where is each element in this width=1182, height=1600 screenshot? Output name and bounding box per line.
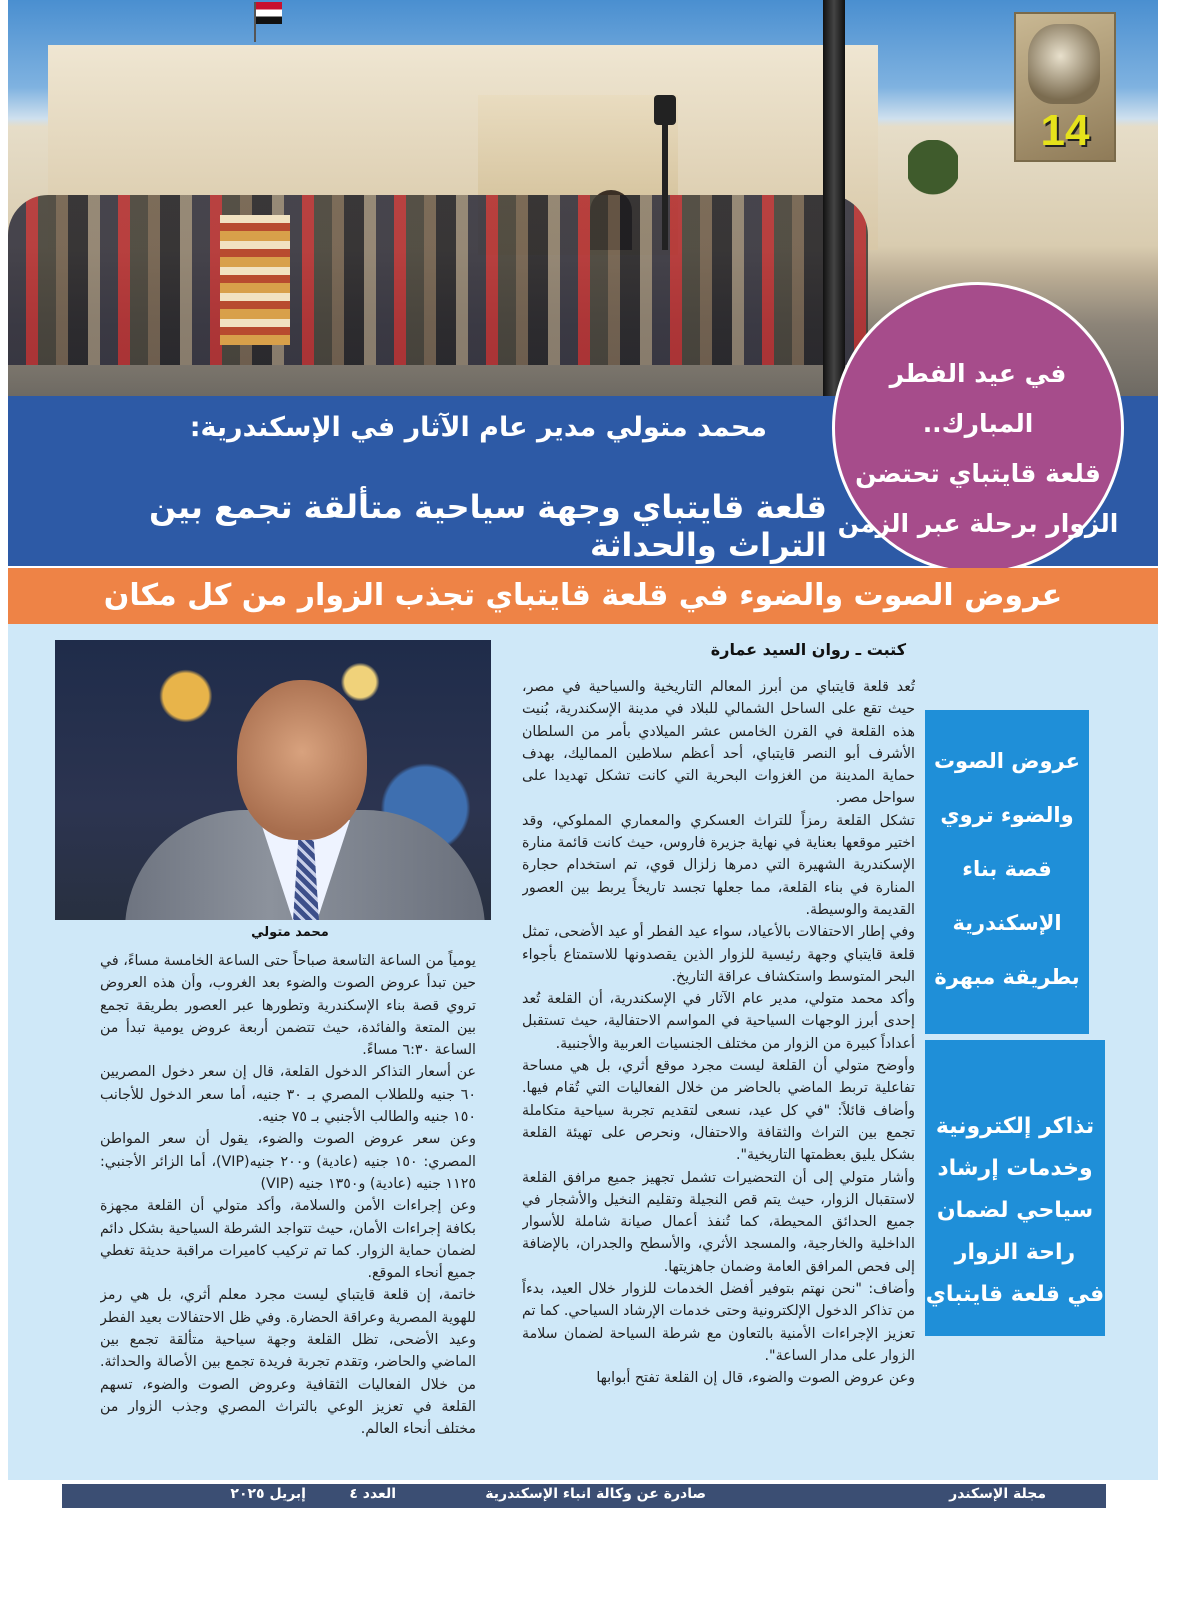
pull-quote-line: عروض الصوت bbox=[933, 749, 1081, 773]
circle-line: قلعة قايتباي تحتضن bbox=[855, 459, 1101, 488]
headline-subtitle: محمد متولي مدير عام الآثار في الإسكندرية: bbox=[189, 412, 767, 443]
paragraph: تُعد قلعة قايتباي من أبرز المعالم التاريخية والسياحية في مصر، حيث تقع على الساحل الشمالي للبلاد في مدينة الإسكندرية، بُنيت هذه القلعة في القرن الخامس عشر الميلادي بأمر من السلطان الأشرف أبو النصر قايتباي، أحد أعظم سلاطين المماليك، بهدف حماية المدينة من الغزوات البحرية التي كانت تشكل تهديدا على سواحل مصر. bbox=[522, 679, 915, 807]
pull-quote-text bbox=[925, 1106, 1105, 1316]
circle-line: الزوار برحلة عبر الزمن bbox=[837, 509, 1119, 538]
footer-issue: العدد ٤ bbox=[349, 1486, 396, 1502]
street-lamp-pole bbox=[662, 120, 668, 250]
byline: كتبت ـ روان السيد عمارة bbox=[710, 640, 906, 659]
pull-quote-box-tickets bbox=[925, 1040, 1105, 1336]
palm-tree bbox=[908, 140, 958, 230]
circle-text bbox=[835, 349, 1121, 549]
paragraph: خاتمة، إن قلعة قايتباي ليست مجرد معلم أثري، بل هي رمز للهوية المصرية وعراقة الحضارة. وفي ظل الاحتفالات بعيد الفطر وعيد الأضحى، تظل القلعة وجهة سياحية متألقة تجمع بين الماضي والحاضر، وتقدم تجربة فريدة تجمع بين الأصالة والحداثة. من خلال الفعاليات الثقافية وعروض الصوت والضوء، تسهم القلعة في تعزيز الوعي بالتراث المصري وجذب الزوار من مختلف أنحاء العالم. bbox=[100, 1287, 476, 1438]
portrait-photo bbox=[55, 640, 491, 920]
vendor-stall bbox=[220, 215, 290, 345]
paragraph: وعن عروض الصوت والضوء، قال إن القلعة تفتح أبوابها bbox=[596, 1370, 915, 1387]
egypt-flag bbox=[256, 2, 282, 24]
paragraph: وأشار متولي إلى أن التحضيرات تشمل تجهيز جميع مرافق القلعة لاستقبال الزوار، حيث يتم قص النجيلة وتقليم النخيل والأشجار في جميع الحدائق المحيطة، كما تُنفذ أعمال صيانة شاملة للأسوار الداخلية والخارجية، والمسجد الأثري، والأسطح والجدران، بالإضافة إلى فحص المرافق العامة وضمان جاهزيتها. bbox=[522, 1169, 915, 1275]
paragraph: تشكل القلعة رمزاً للتراث العسكري والمعماري المملوكي، وقد اختير موقعها بعناية في نهاية جزيرة فاروس، حيث كانت قائمة منارة الإسكندرية الشهيرة التي دمرها زلزال قوي، تم استخدام حجارة المنارة في بناء القلعة، مما جعلها تجسد تاريخاً يربط بين العصور القديمة والوسيطة. bbox=[522, 812, 915, 918]
pull-quote-line: سياحي لضمان bbox=[936, 1198, 1094, 1223]
orange-subheadline-bar bbox=[8, 568, 1158, 624]
paragraph: وعن سعر عروض الصوت والضوء، يقول أن سعر المواطن المصري: ١٥٠ جنيه (عادية) و٢٠٠ جنيه(VIP)، أما الزائر الأجنبي: ١١٢٥ جنيه (عادية) و١٣٥٠ جنيه (VIP) bbox=[100, 1131, 476, 1192]
article-column-right bbox=[522, 676, 915, 1466]
paragraph: وأوضح متولي أن القلعة ليست مجرد موقع أثري، بل هي مساحة تفاعلية تربط الماضي بالحاضر من خلال الفعاليات التي تُقام فيها. وأضاف قائلاً: "في كل عيد، نسعى لتقديم تجربة سياحية متكاملة تجمع بين التراث والثقافة والاحتفال، ونحرص على تهيئة القلعة بشكل يليق بعظمتها التاريخية". bbox=[522, 1058, 915, 1164]
issue-number: 14 bbox=[1040, 106, 1090, 155]
pull-quote-text bbox=[925, 734, 1089, 1004]
paragraph: عن أسعار التذاكر الدخول القلعة، قال إن سعر دخول المصريين ٦٠ جنيه وللطلاب المصري بـ ٣٠ جنيه، أما سعر الدخول للأجانب ١٥٠ جنيه والطالب الأجنبي بـ ٧٥ جنيه. bbox=[100, 1064, 476, 1126]
circle-line: في عيد الفطر المبارك.. bbox=[889, 359, 1067, 438]
paragraph: يومياً من الساعة التاسعة صباحاً حتى الساعة الخامسة مساءً، في حين تبدأ عروض الصوت والضوء بعد الغروب، وأن هذه العروض تروي قصة بناء الإسكندرية وتطورها عبر العصور بطريقة تجمع بين المتعة والفائدة، حيث تتضمن أربعة عروض يومية تبدأ من الساعة ٦:٣٠ مساءً. bbox=[100, 953, 476, 1059]
pull-quote-line: والضوء تروي bbox=[940, 803, 1074, 827]
headline-title: قلعة قايتباي وجهة سياحية متألقة تجمع بين التراث والحداثة bbox=[149, 488, 827, 564]
footer-magazine-name: مجلة الإسكندر bbox=[949, 1486, 1046, 1502]
paragraph: وفي إطار الاحتفالات بالأعياد، سواء عيد الفطر أو عيد الأضحى، تمثل قلعة قايتباي وجهة رئيسية للزوار الذين يقصدونها للاستمتاع بأجواء البحر المتوسط واستكشاف عراقة التاريخ. bbox=[522, 924, 915, 985]
footer-date: إبريل ٢٠٢٥ bbox=[230, 1486, 306, 1502]
pull-quote-line: تذاكر إلكترونية bbox=[935, 1114, 1095, 1139]
pull-quote-line: راحة الزوار bbox=[954, 1240, 1076, 1265]
photo-caption: محمد متولي bbox=[251, 925, 329, 940]
pull-quote-line: في قلعة قايتباي bbox=[925, 1282, 1105, 1307]
page-footer bbox=[62, 1484, 1106, 1508]
footer-publisher: صادرة عن وكالة انباء الإسكندرية bbox=[485, 1486, 706, 1502]
visitors-crowd bbox=[8, 195, 868, 365]
paragraph: وعن إجراءات الأمن والسلامة، وأكد متولي أن القلعة مجهزة بكافة إجراءات الأمان، حيث تتواجد الشرطة السياحية بشكل دائم لضمان حماية الزوار. كما تم تركيب كاميرات مراقبة حديثة تغطي جميع أنحاء الموقع. bbox=[100, 1198, 476, 1282]
paragraph: وأضاف: "نحن نهتم بتوفير أفضل الخدمات للزوار خلال العيد، بدءاً من تذاكر الدخول الإلكترونية وحتى خدمات الإرشاد السياحي. كما تم تعزيز الإجراءات الأمنية بالتعاون مع شرطة السياحة لضمان سلامة الزوار على مدار الساعة". bbox=[522, 1281, 915, 1364]
pull-quote-line: قصة بناء bbox=[962, 857, 1052, 881]
pull-quote-line: وخدمات إرشاد bbox=[937, 1156, 1093, 1181]
pull-quote-box-sound-light bbox=[925, 710, 1089, 1034]
paragraph: وأكد محمد متولي، مدير عام الآثار في الإسكندرية، أن القلعة تُعد إحدى أبرز الوجهات السياحية في المواسم الاحتفالية، حيث تستقبل أعداداً كبيرة من الزوار من مختلف الجنسيات العربية والأجنبية. bbox=[522, 991, 915, 1052]
pull-quote-line: الإسكندرية bbox=[952, 911, 1062, 935]
pull-quote-line: بطريقة مبهرة bbox=[934, 965, 1080, 989]
portrait-face bbox=[237, 680, 367, 840]
lamp-post bbox=[823, 0, 845, 396]
orange-subheadline: عروض الصوت والضوء في قلعة قايتباي تجذب الزوار من كل مكان bbox=[103, 578, 1063, 613]
alexander-head-logo bbox=[1028, 24, 1100, 104]
article-column-left bbox=[100, 950, 476, 1475]
issue-badge bbox=[1014, 12, 1116, 162]
eid-circle-callout bbox=[832, 282, 1124, 574]
street-lamp bbox=[654, 95, 676, 125]
